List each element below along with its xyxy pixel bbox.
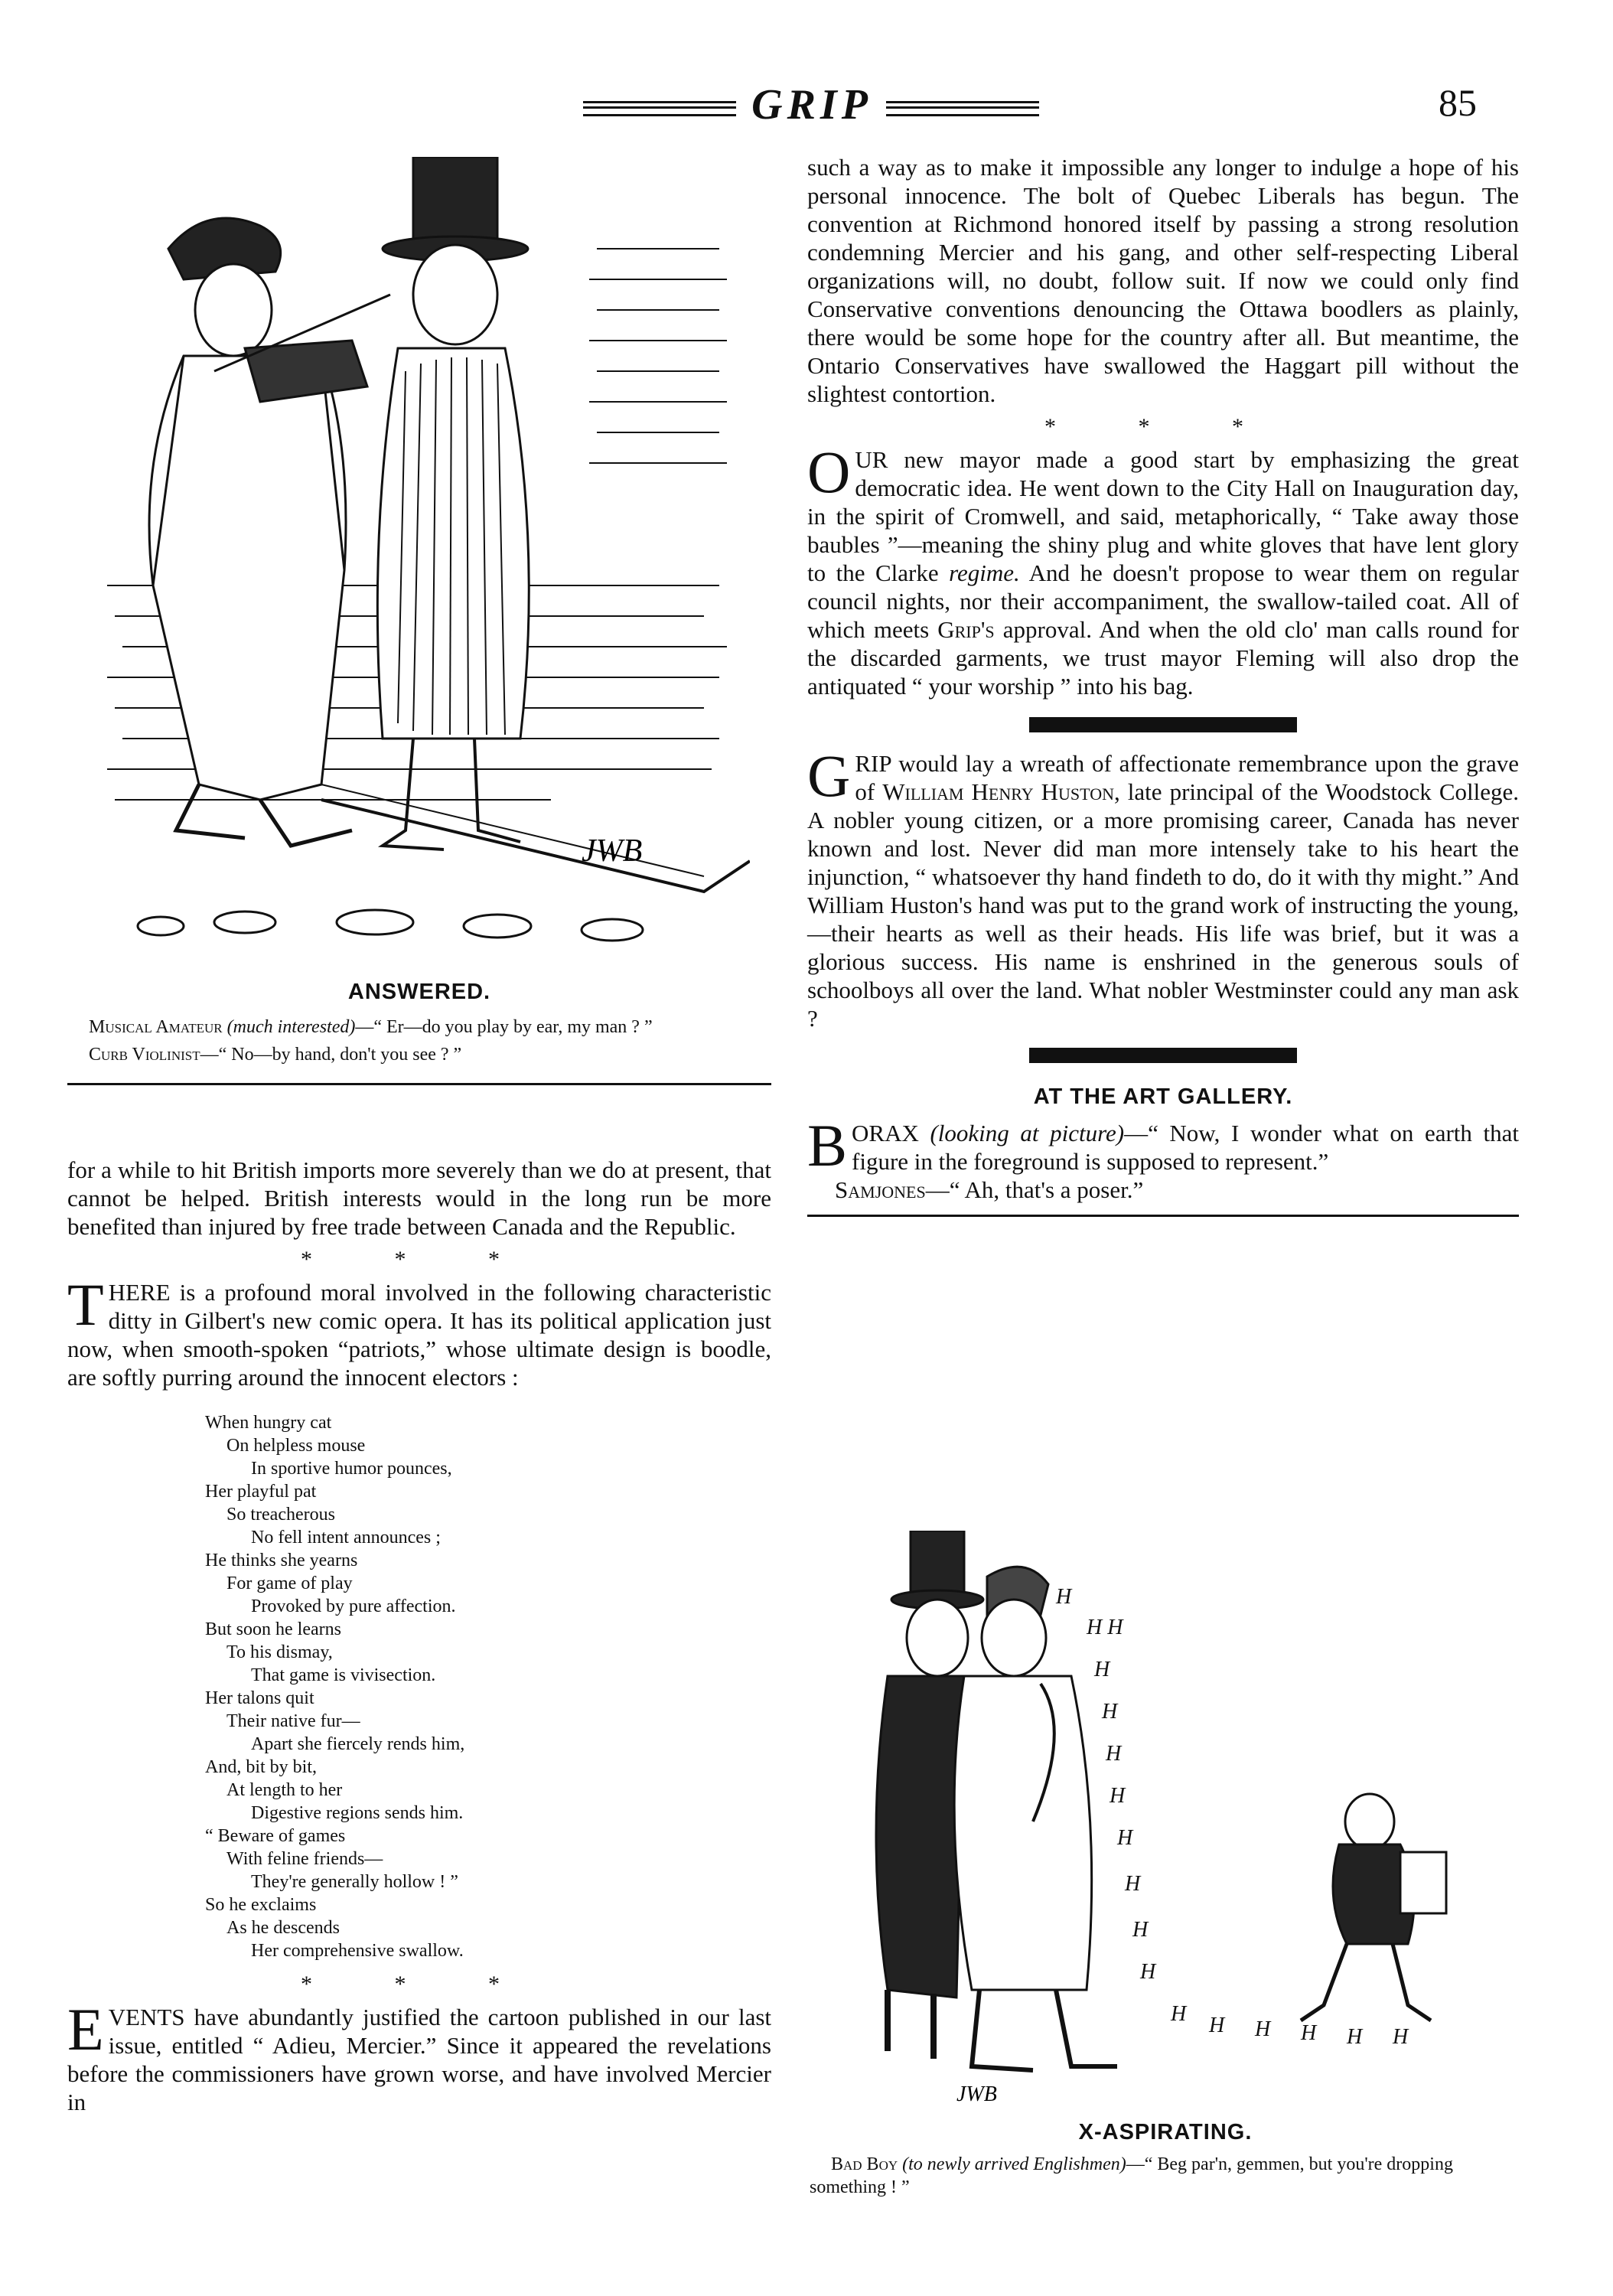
- caption-line-2: [67, 1043, 771, 1066]
- stage-direction: (much interested): [226, 1017, 356, 1037]
- svg-text:H: H: [1125, 1872, 1141, 1896]
- paragraph-huston: [807, 742, 1519, 1032]
- cartoon-answered-drawing: [92, 157, 750, 960]
- poem-line: Her playful pat: [205, 1482, 317, 1502]
- poem-line: At length to her: [226, 1780, 343, 1800]
- paragraph-samjones: [807, 1176, 1519, 1204]
- paragraph-text: HERE is a profound moral involved in the following characteristic ditty in Gilbert's new comic opera. It has its political application just now, when smooth-spoken “patriots,” whose ultimate design is boodle, are softly purring around the innocent electors :: [67, 1279, 771, 1391]
- svg-text:H: H: [1347, 2025, 1363, 2049]
- text-run: And he doesn't propose to wear them on regular council nights, nor their accompaniment, the swallow-tailed coat. All of which meets: [807, 559, 1519, 643]
- svg-text:H: H: [1393, 2025, 1409, 2049]
- text-run: (looking at picture): [930, 1120, 1125, 1146]
- right-column: [807, 153, 1519, 1217]
- drop-cap: T: [67, 1271, 104, 1338]
- section-stars: * * *: [301, 1971, 538, 1997]
- art-gallery-title: AT THE ART GALLERY.: [1033, 1084, 1293, 1109]
- speaker-name: Musical Amateur: [89, 1017, 223, 1037]
- cartoon-signature: JWB: [582, 833, 643, 869]
- x-aspirating-caption: [810, 2120, 1521, 2199]
- caption-line-1: [67, 1016, 771, 1039]
- svg-text:H: H: [1102, 1700, 1118, 1724]
- poem-line: No fell intent announces ;: [251, 1528, 441, 1548]
- cobblestones: [138, 910, 643, 941]
- text-run: RIP would lay a wreath of affectionate remembrance upon the grave of: [855, 750, 1519, 805]
- poem-line: With feline friends—: [226, 1849, 383, 1869]
- paragraph-events: [67, 1996, 771, 2116]
- svg-text:H: H: [1056, 1585, 1072, 1609]
- text-run: Grip's: [937, 616, 995, 643]
- drop-cap: B: [807, 1112, 848, 1179]
- poem-line: So he exclaims: [205, 1895, 317, 1915]
- drop-cap: G: [807, 742, 851, 809]
- poem-line: But soon he learns: [205, 1619, 341, 1639]
- poem-line: Apart she fiercely rends him,: [251, 1734, 465, 1754]
- text-run: approval. And when the old clo' man calls round for the discarded garments, we trust mayor Fleming will also drop the antiquated “ your worship ” into his bag.: [807, 616, 1519, 700]
- paragraph: for a while to hit British imports more severely than we do at present, that cannot be helped. British interests would in the long run be more benefited than injured by free trade between Canada and the Republic.: [67, 1156, 771, 1240]
- section-stars: * * *: [301, 1247, 538, 1272]
- svg-text:H: H: [1117, 1826, 1133, 1850]
- poem: [205, 1411, 771, 1962]
- stage-direction: (to newly arrived Englishmen): [902, 2154, 1126, 2174]
- poem-line: For game of play: [226, 1574, 353, 1593]
- masthead: [566, 80, 1056, 129]
- paragraph-mayor: [807, 439, 1519, 700]
- poem-line: Their native fur—: [226, 1711, 360, 1731]
- text-run: ORAX: [852, 1120, 930, 1146]
- cartoon-signature: JWB: [956, 2082, 997, 2106]
- cartoon-x-aspirating-drawing: [842, 1531, 1500, 2112]
- poem-line: When hungry cat: [205, 1413, 332, 1433]
- poem-line: So treacherous: [226, 1505, 335, 1525]
- svg-text:H: H: [1140, 1960, 1156, 1984]
- left-column: [67, 1156, 771, 2116]
- gentleman-figure: [377, 157, 529, 850]
- caption-title: ANSWERED.: [347, 980, 491, 1004]
- dialogue: —“ No—by hand, don't you see ? ”: [200, 1045, 462, 1065]
- masthead-title: GRIP: [751, 81, 871, 129]
- text-run: late principal of the Woodstock College. A nobler young citizen, or a more promising career, Canada has never known and lost. Never did man more intensely take to his heart the injunction, “ whatsoever thy hand findeth to do, do it with thy might.” And William Huston's hand was put to the grand work of instructing the young,—their hearts as well as their heads. His life was brief, but it was a glorious success. His name is enshrined in the generous souls of schoolboys all over the land. What nobler Westminster could any man ask ?: [807, 778, 1519, 1032]
- poem-line: And, bit by bit,: [205, 1757, 318, 1777]
- answered-caption: [67, 980, 771, 1085]
- black-rule: [1029, 717, 1297, 732]
- section-stars: * * *: [1044, 414, 1282, 439]
- svg-text:H: H: [1171, 2002, 1187, 2026]
- cartoon-x-aspirating: [842, 1531, 1500, 2112]
- divider: [67, 1083, 771, 1085]
- page-header: [0, 73, 1613, 134]
- speaker-name: Bad Boy: [831, 2154, 898, 2174]
- masthead-rule-left: [583, 101, 736, 116]
- black-rule: [1029, 1048, 1297, 1063]
- poem-line: Provoked by pure affection.: [251, 1596, 456, 1616]
- poem-line: On helpless mouse: [226, 1436, 366, 1456]
- poem-line: Her comprehensive swallow.: [251, 1941, 464, 1961]
- poem-line: To his dismay,: [226, 1642, 333, 1662]
- poem-line: As he descends: [226, 1918, 340, 1938]
- cartoon-answered: [92, 157, 750, 960]
- poem-line: They're generally hollow ! ”: [251, 1872, 458, 1892]
- drop-cap: E: [67, 1996, 104, 2063]
- poem-line: Digestive regions sends him.: [251, 1803, 464, 1823]
- text-run: —“ Now, I wonder what on earth that figure in the foreground is supposed to represent.”: [852, 1120, 1519, 1175]
- drop-cap: O: [807, 439, 851, 505]
- poem-line: That game is vivisection.: [251, 1665, 436, 1685]
- svg-text:H: H: [1094, 1658, 1110, 1681]
- wall-hatching: [589, 249, 727, 463]
- text-run: William Henry Huston,: [882, 778, 1120, 805]
- svg-text:H: H: [1209, 2014, 1225, 2037]
- violinist-figure: [149, 218, 390, 846]
- masthead-rule-right: [886, 101, 1039, 116]
- text-run: —“ Ah, that's a poser.”: [925, 1176, 1144, 1203]
- svg-text:H H: H H: [1087, 1616, 1123, 1639]
- svg-text:H: H: [1110, 1784, 1126, 1808]
- paragraph: such a way as to make it impossible any longer to indulge a hope of his personal innocence. The bolt of Quebec Liberals has begun. The convention at Richmond honored itself by passing a strong resolution condemning Mercier and his gang, and other self-respecting Liberal organizations will, no doubt, follow suit. If now we could only find Conservative conventions denouncing the Ottawa boodlers as plainly, there would be some hope for the country after all. But meantime, the Ontario Conservatives have swallowed the Haggart pill without the slightest contortion.: [807, 154, 1519, 407]
- dialogue: —“ Beg par'n, gemmen, but you're dropping something ! ”: [810, 2154, 1453, 2197]
- paragraph-art-gallery: [807, 1112, 1519, 1179]
- paragraph-there: [67, 1271, 771, 1391]
- poem-line: Her talons quit: [205, 1688, 314, 1708]
- svg-text:H: H: [1106, 1742, 1122, 1766]
- svg-text:H: H: [1301, 2021, 1317, 2045]
- text-run: regime.: [949, 559, 1020, 586]
- page-number: 85: [1439, 81, 1477, 124]
- divider: [807, 1215, 1519, 1217]
- speaker-name: Samjones: [835, 1176, 926, 1203]
- text-run: UR new mayor made a good start by emphasizing the great democratic idea. He went down to the City Hall on Inauguration day, in the spirit of Cromwell, and said, metaphorically, “ Take away those baubles ”—meaning the shiny plug and white gloves that have lent glory to the Clarke: [807, 446, 1519, 586]
- paragraph-text: VENTS have abundantly justified the cartoon published in our last issue, entitled “ Adieu, Mercier.” Since it appeared the revelations before the commissioners have grown worse, and have involved Mercier in: [67, 2004, 771, 2115]
- caption-line: [810, 2153, 1521, 2199]
- caption-title: X-ASPIRATING.: [1078, 2120, 1253, 2144]
- poem-line: He thinks she yearns: [205, 1551, 358, 1570]
- poem-line: In sportive humor pounces,: [251, 1459, 452, 1479]
- svg-text:H: H: [1132, 1918, 1149, 1942]
- dialogue: —“ Er—do you play by ear, my man ? ”: [355, 1017, 653, 1037]
- bad-boy-figure: [1301, 1794, 1446, 2020]
- speaker-name: Curb Violinist: [89, 1045, 200, 1065]
- poem-line: “ Beware of games: [205, 1826, 346, 1846]
- svg-text:H: H: [1255, 2017, 1271, 2041]
- englishmen-figures: [876, 1531, 1117, 2070]
